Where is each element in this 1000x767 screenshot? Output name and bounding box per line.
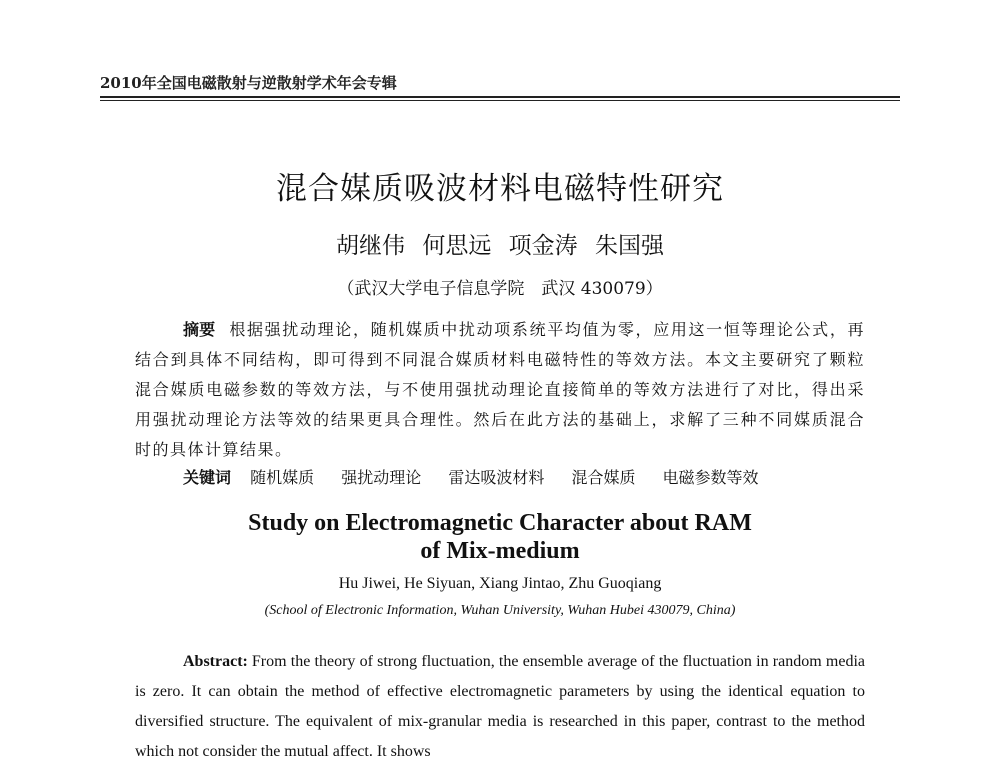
abstract-en xyxy=(135,647,865,767)
keywords-label-cn: 关键词 xyxy=(183,468,232,487)
authors-cn xyxy=(0,227,1000,260)
author-cn-3: 项金涛 xyxy=(508,233,578,259)
keyword-2: 强扰动理论 xyxy=(341,468,422,487)
author-cn-4: 朱国强 xyxy=(594,233,664,259)
abstract-body-en: From the theory of strong fluctuation, the ensemble average of the fluctuation in random media is zero. It can obtain the method of effective electromagnetic parameters by using the identical equation to diversified structure. The equivalent of mix-granular media is researched in this paper, contrast to the method which not consider the mutual affect. It shows xyxy=(135,653,865,760)
running-header: 2010年全国电磁散射与逆散射学术年会专辑 xyxy=(100,74,397,92)
authors-en: Hu Jiwei, He Siyuan, Xiang Jintao, Zhu Guoqiang xyxy=(338,575,662,592)
paper-title-cn: 混合媒质吸波材料电磁特性研究 xyxy=(276,171,724,207)
title-en-line-2: of Mix-medium xyxy=(420,538,580,564)
title-en-line-1: Study on Electromagnetic Character about RAM xyxy=(248,510,752,536)
header-rule-thick xyxy=(100,96,900,98)
keyword-3: 雷达吸波材料 xyxy=(448,468,545,487)
keyword-1: 随机媒质 xyxy=(250,468,315,487)
paper-title-en xyxy=(0,509,1000,565)
author-cn-2: 何思远 xyxy=(422,233,492,259)
header-rule-thin xyxy=(100,100,900,101)
affiliation-cn: （武汉大学电子信息学院 武汉 430079） xyxy=(337,279,663,299)
keyword-4: 混合媒质 xyxy=(571,468,636,487)
author-cn-1: 胡继伟 xyxy=(336,233,406,259)
affiliation-en: (School of Electronic Information, Wuhan University, Wuhan Hubei 430079, China) xyxy=(264,603,736,618)
abstract-body-cn: 根据强扰动理论，随机媒质中扰动项系统平均值为零，应用这一恒等理论公式，再结合到具体不同结构，即可得到不同混合媒质材料电磁特性的等效方法。本文主要研究了颗粒混合媒质电磁参数的等效方法，与不使用强扰动理论直接简单的等效方法进行了对比，得出采用强扰动理论方法等效的结果更具合理性。然后在此方法的基础上，求解了三种不同媒质混合时的具体计算结果。 xyxy=(135,320,865,459)
keywords-cn xyxy=(183,465,781,488)
abstract-label-en: Abstract: xyxy=(183,653,248,670)
abstract-label-cn: 摘要 xyxy=(183,320,216,339)
keyword-5: 电磁参数等效 xyxy=(662,468,759,487)
abstract-cn xyxy=(135,315,865,465)
